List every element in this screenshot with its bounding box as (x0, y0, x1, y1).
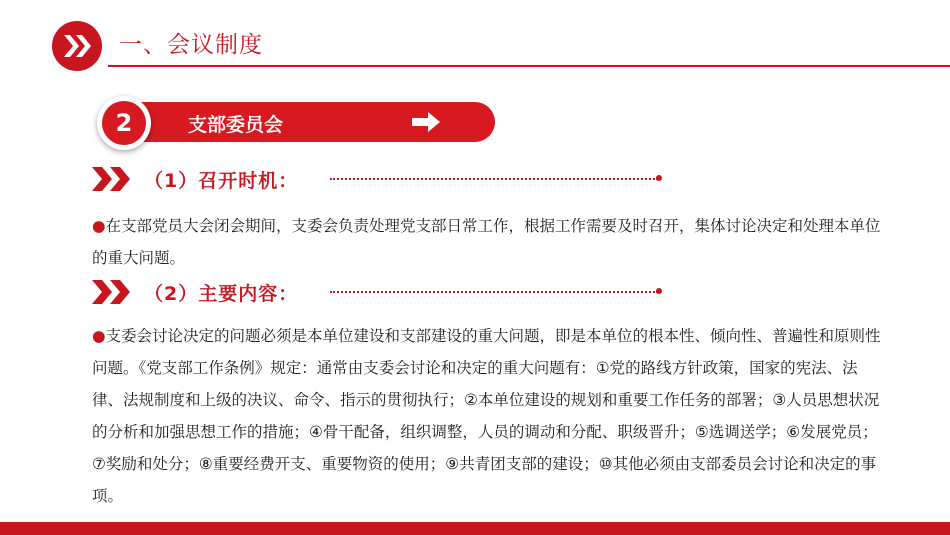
banner-label: 支部委员会 (188, 114, 284, 136)
section-body-timing (92, 210, 882, 274)
banner-number: 2 (102, 101, 146, 145)
divider-end-dot (656, 288, 662, 294)
section-body-content (92, 320, 882, 512)
paragraph-text: 在支部党员大会闭会期间，支委会负责处理党支部日常工作，根据工作需要及时召开，集体讨论决定和处理本单位的重大问题。 (92, 217, 881, 267)
double-chevron-logo-icon (52, 21, 102, 71)
page-title: 一、会议制度 (119, 32, 263, 58)
bullet-icon: ● (92, 327, 106, 345)
banner-number-badge (97, 96, 151, 150)
footer-bar (0, 522, 950, 535)
double-chevron-icon (92, 280, 134, 304)
divider-end-dot (656, 175, 662, 181)
section-title-content: （2）主要内容： (144, 283, 299, 305)
section-title-timing: （1）召开时机： (144, 170, 299, 192)
double-chevron-icon (92, 167, 134, 191)
bullet-icon: ● (92, 217, 106, 235)
dotted-divider (330, 178, 658, 180)
header-divider (108, 65, 950, 67)
arrow-right-icon (410, 110, 442, 134)
paragraph-text: 支委会讨论决定的问题必须是本单位建设和支部建设的重大问题，即是本单位的根本性、倾向性、普遍性和原则性问题。《党支部工作条例》规定：通常由支委会讨论和决定的重大问题有：①党的路线方针政策，国家的宪法、法律、法规制度和上级的决议、命令、指示的贯彻执行；②本单位建设的规划和重要工作任务的部署；③人员思想状况的分析和加强思想工作的措施；④骨干配备，组织调整，人员的调动和分配、职级晋升；⑤选调送学；⑥发展党员；⑦奖励和处分；⑧重要经费开支、重要物资的使用；⑨共青团支部的建设；⑩其他必须由支部委员会讨论和决定的事项。 (92, 327, 881, 505)
dotted-divider (330, 291, 658, 293)
